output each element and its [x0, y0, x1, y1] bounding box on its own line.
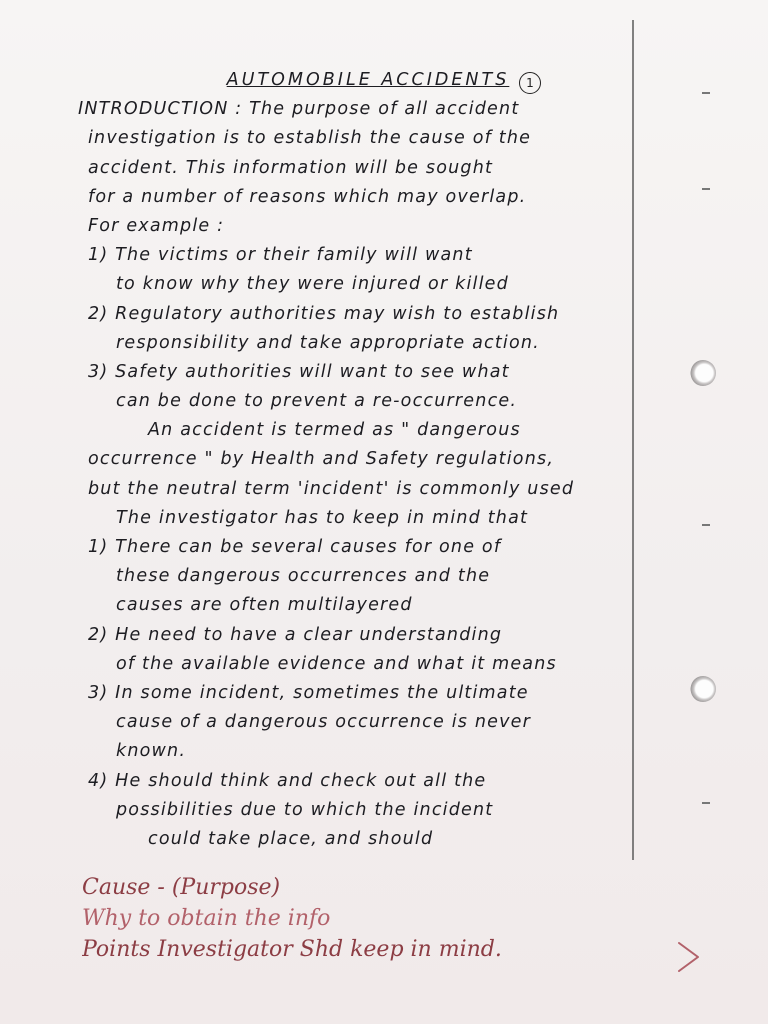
text-line: cause of a dangerous occurrence is never	[116, 712, 532, 733]
punch-hole-icon	[690, 676, 716, 702]
text-line: can be done to prevent a re-occurrence.	[116, 391, 518, 412]
note-line: Why to obtain the info	[82, 906, 331, 931]
text-line: The investigator has to keep in mind that	[116, 507, 529, 528]
text-line: causes are often multilayered	[116, 595, 413, 616]
page-title: AUTOMOBILE ACCIDENTS	[226, 70, 510, 90]
text-line: known.	[116, 741, 187, 762]
punch-hole-icon	[690, 360, 716, 386]
text-line: of the available evidence and what it means	[116, 653, 557, 674]
text-line: INTRODUCTION : The purpose of all accident	[78, 99, 520, 120]
text-line: accident. This information will be sought	[88, 157, 494, 178]
edge-mark	[702, 92, 710, 94]
edge-mark	[702, 188, 710, 190]
text-line: could take place, and should	[148, 828, 434, 849]
list-item: 1) There can be several causes for one of	[88, 537, 502, 557]
note-line: Cause - (Purpose)	[82, 875, 281, 900]
text-line: but the neutral term 'incident' is commonly used	[88, 478, 575, 499]
list-item: 2) He need to have a clear understanding	[88, 624, 503, 645]
text-line: to know why they were injured or killed	[116, 274, 509, 295]
text-line: An accident is termed as " dangerous	[148, 420, 521, 441]
text-line: For example :	[88, 215, 225, 236]
text-line: occurrence " by Health and Safety regulations,	[88, 449, 555, 470]
list-item: 3) In some incident, sometimes the ultimate	[88, 682, 529, 703]
arrow-right-icon	[676, 940, 702, 974]
text-line: investigation is to establish the cause of the	[88, 128, 532, 149]
list-item: 4) He should think and check out all the	[88, 770, 487, 791]
list-item: 3) Safety authorities will want to see what	[88, 361, 510, 382]
page-number: 1	[519, 72, 541, 94]
text-line: these dangerous occurrences and the	[116, 566, 491, 587]
pen-notes	[82, 872, 682, 965]
list-item: 1) The victims or their family will want	[88, 245, 473, 266]
text-line: for a number of reasons which may overlap.	[88, 186, 527, 207]
note-line: Points Investigator Shd keep in mind.	[82, 937, 502, 962]
list-item: 2) Regulatory authorities may wish to establish	[88, 303, 560, 324]
text-line: responsibility and take appropriate action.	[116, 332, 540, 353]
edge-mark	[702, 524, 710, 526]
edge-mark	[702, 802, 710, 804]
handwritten-text	[78, 66, 638, 854]
text-line: possibilities due to which the incident	[116, 799, 494, 820]
